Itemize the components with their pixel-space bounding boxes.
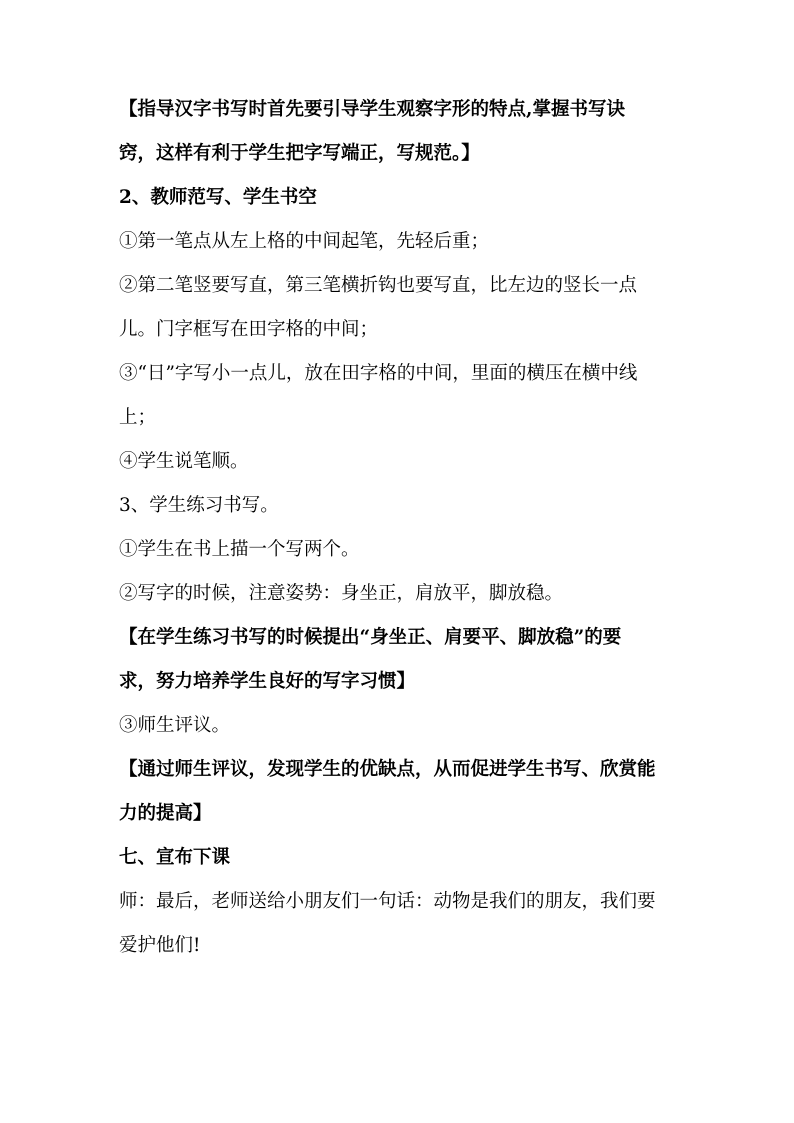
posture-note-line-2: 求，努力培养学生良好的写字习惯】: [119, 671, 416, 692]
closing-remark-line-1: 师：最后，老师送给小朋友们一句话：动物是我们的朋友，我们要: [119, 891, 656, 912]
review-note-line-2: 力的提高】: [119, 803, 212, 824]
step-1-line: ①第一笔点从左上格的中间起笔，先轻后重；: [119, 231, 490, 252]
step-3-line-1: ③“日”字写小一点儿，放在田字格的中间，里面的横压在横中线: [119, 363, 638, 384]
practice-step-2: ②写字的时候，注意姿势：身坐正，肩放平，脚放稳。: [119, 583, 564, 604]
step-2-line-1: ②第二笔竖要写直，第三笔横折钩也要写直，比左边的竖长一点: [119, 275, 638, 296]
guidance-note-line-1: 【指导汉字书写时首先要引导学生观察字形的特点,掌握书写诀: [119, 99, 625, 120]
section-heading-dismissal: 七、宣布下课: [119, 847, 231, 868]
review-note-line-1: 【通过师生评议，发现学生的优缺点，从而促进学生书写、欣赏能: [119, 759, 656, 780]
closing-remark-line-2: 爱护他们!: [119, 935, 201, 956]
practice-step-3: ③师生评议。: [119, 715, 231, 736]
step-4-line: ④学生说笔顺。: [119, 451, 249, 472]
practice-step-1: ①学生在书上描一个写两个。: [119, 539, 360, 560]
section-heading-practice: 3、学生练习书写。: [119, 495, 279, 516]
step-3-line-2: 上；: [119, 407, 157, 428]
step-2-line-2: 儿。门字框写在田字格的中间；: [119, 319, 379, 340]
section-heading-teacher-demo: 2、教师范写、学生书空: [119, 187, 317, 208]
posture-note-line-1: 【在学生练习书写的时候提出“身坐正、肩要平、脚放稳”的要: [119, 627, 622, 648]
guidance-note-line-2: 窍，这样有利于学生把字写端正，写规范。】: [119, 143, 480, 164]
